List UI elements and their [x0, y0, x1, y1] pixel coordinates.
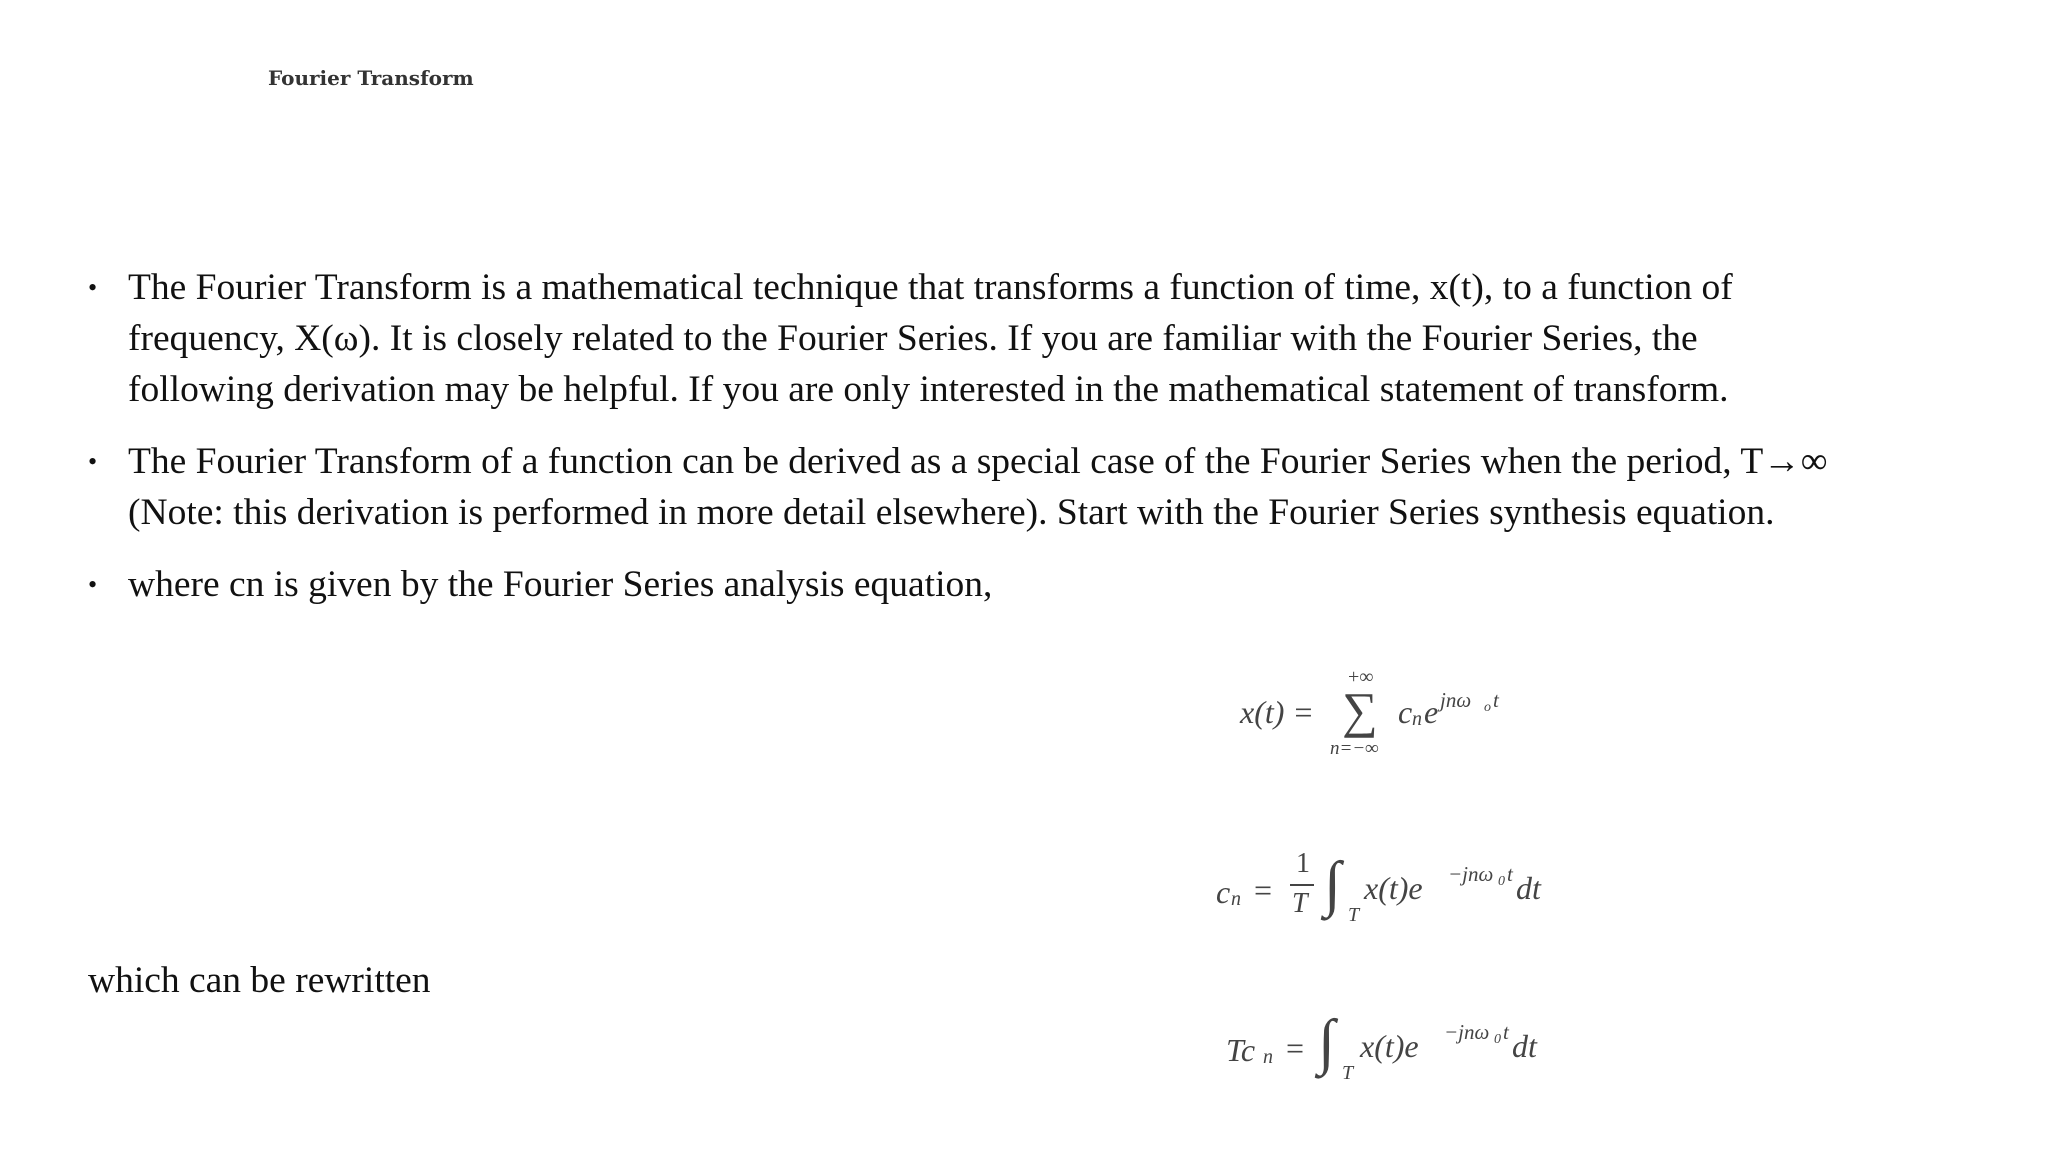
bullet-icon: •	[88, 570, 98, 599]
integrand: x(t)e	[1364, 870, 1423, 906]
bullet-text: The Fourier Transform is a mathematical technique that transforms a function of time, x(t), to a function of frequency, X(ω). It is closely related to the Fourier Series. If you are familiar with the Fourier Series, the following derivation may be helpful. If you are only interested in the mathematical statement of transform.	[128, 267, 1733, 410]
bullet-item	[88, 559, 1828, 610]
synthesis-equation	[1240, 668, 1520, 768]
bullet-list	[88, 262, 1828, 631]
term-base: c	[1398, 694, 1413, 730]
bullet-icon: •	[88, 273, 98, 302]
exponent-subscript: 0	[1494, 1032, 1501, 1047]
rewritten-equation	[1226, 1010, 1566, 1110]
equals-sign: =	[1286, 1030, 1305, 1066]
integral-subscript: T	[1348, 904, 1360, 926]
lhs-subscript: n	[1263, 1046, 1273, 1068]
term-subscript: n	[1412, 708, 1422, 730]
fraction-bar	[1290, 884, 1314, 886]
integral-subscript: T	[1342, 1062, 1354, 1084]
exponent-tail: t	[1493, 688, 1499, 712]
exponential-base: e	[1424, 694, 1439, 730]
sum-upper-limit: +∞	[1348, 666, 1374, 688]
equation-lhs: c	[1216, 874, 1231, 910]
fraction-denominator: T	[1292, 888, 1308, 919]
lhs-subscript: n	[1231, 888, 1241, 910]
differential: dt	[1516, 870, 1541, 906]
exponent: jnω	[1440, 688, 1472, 712]
exponent-subscript: o	[1484, 700, 1491, 715]
equation-lhs: Tc	[1226, 1032, 1256, 1068]
equation-lhs: x(t) =	[1240, 694, 1314, 730]
integral-sign: ∫	[1318, 1008, 1335, 1076]
body-text-rewritten: which can be rewritten	[88, 960, 431, 1001]
equals-sign: =	[1254, 872, 1273, 908]
bullet-text: where cn is given by the Fourier Series analysis equation,	[128, 564, 993, 605]
slide-title: Fourier Transform	[268, 66, 474, 90]
integral-sign: ∫	[1324, 850, 1341, 918]
differential: dt	[1512, 1028, 1537, 1064]
integrand: x(t)e	[1360, 1028, 1419, 1064]
bullet-icon: •	[88, 447, 98, 476]
sum-symbol: ∑	[1342, 682, 1378, 738]
analysis-equation	[1216, 846, 1556, 946]
exponent: −jnω	[1444, 1020, 1490, 1044]
bullet-item	[88, 436, 1828, 538]
exponent: −jnω	[1448, 862, 1494, 886]
sum-lower-limit: n=−∞	[1330, 738, 1379, 759]
exponent-tail: t	[1507, 862, 1513, 886]
bullet-text: The Fourier Transform of a function can be derived as a special case of the Fourier Series when the period, T→∞ (Note: this derivation is performed in more detail elsewhere). Start with the Fourier Series synthesis equation.	[128, 441, 1828, 533]
exponent-subscript: 0	[1498, 874, 1505, 889]
exponent-tail: t	[1503, 1020, 1509, 1044]
fraction-numerator: 1	[1296, 848, 1310, 879]
bullet-item	[88, 262, 1828, 415]
